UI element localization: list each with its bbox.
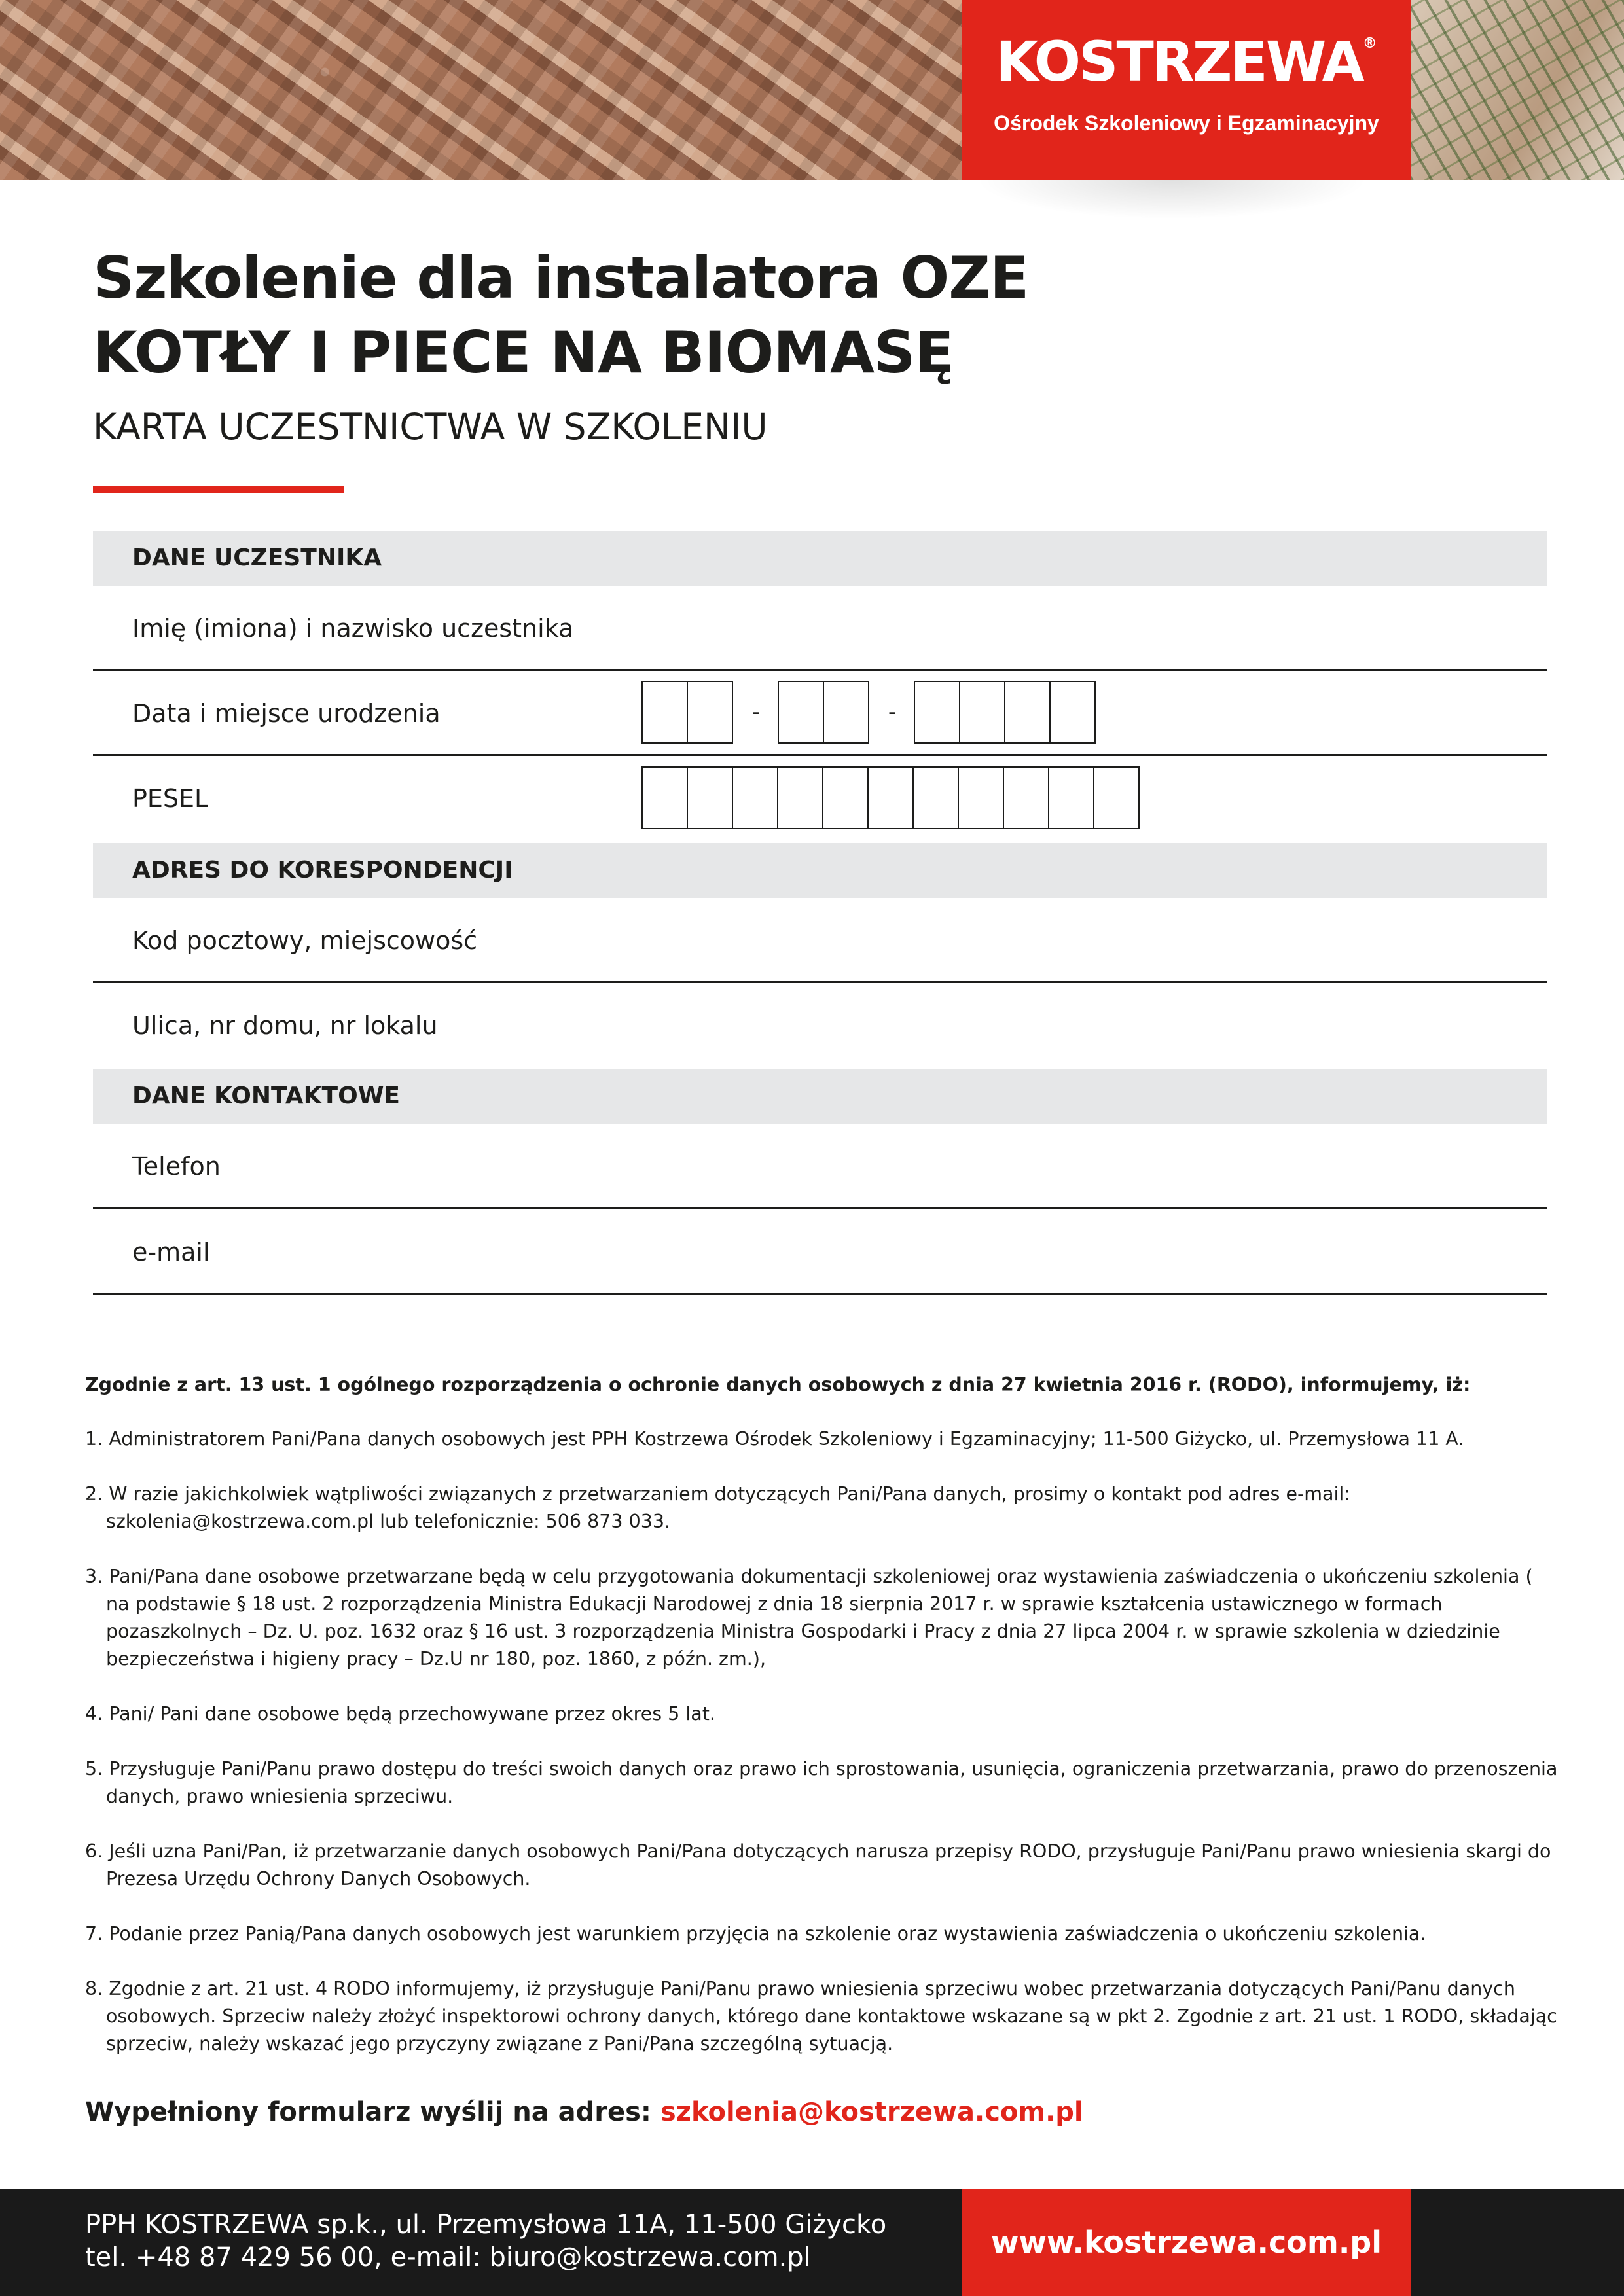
pesel-digit-box[interactable] [732, 766, 778, 829]
pesel-digit-box[interactable] [1048, 766, 1094, 829]
send-label: Wypełniony formularz wyślij na adres: [85, 2097, 651, 2127]
section-participant-heading: DANE UCZESTNIKA [132, 545, 382, 571]
section-participant [93, 531, 1547, 586]
email-field-row[interactable] [93, 1210, 1547, 1295]
street-field-row[interactable] [93, 983, 1547, 1068]
rodo-item: 8. Zgodnie z art. 21 ust. 4 RODO informujemy, iż przysługuje Pani/Panu prawo wniesienia sprzeciwu wobec przetwarzania dotyczących Pani/Panu danych osobowych. Sprzeciw należy złożyć inspektorowi ochrony danych, którego dane kontaktowe wskazane są w pkt 2. Zgodnie z art. 21 ust. 1 RODO, składając sprzeciw, należy wskazać jego przyczyny związane z Pani/Pana szczególną sytuacją. [85, 1978, 1557, 2054]
rodo-item: 5. Przysługuje Pani/Panu prawo dostępu do treści swoich danych oraz prawo ich sprostowania, usunięcia, ograniczenia przetwarzania, prawo do przenoszenia danych, prawo wniesienia sprzeciwu. [85, 1758, 1558, 1807]
title-line-2: KOTŁY I PIECE NA BIOMASĘ [93, 319, 954, 386]
brand-text: KOSTRZEWA [996, 29, 1363, 94]
date-separator: - [888, 699, 897, 725]
postal-field-label: Kod pocztowy, miejscowość [132, 926, 478, 955]
rodo-intro: Zgodnie z art. 13 ust. 1 ogólnego rozporządzenia o ochronie danych osobowych z dnia 27 kwietnia 2016 r. (RODO), informujemy, iż: [85, 1374, 1471, 1395]
pesel-field-label: PESEL [132, 784, 209, 813]
date-month-box[interactable] [823, 681, 869, 744]
brand-subtitle: Ośrodek Szkoleniowy i Egzaminacyjny [994, 111, 1379, 135]
pesel-digit-box[interactable] [641, 766, 688, 829]
birth-field-row[interactable] [93, 671, 1547, 756]
date-year-box[interactable] [959, 681, 1005, 744]
logo [962, 0, 1411, 180]
section-address-heading: ADRES DO KORESPONDENCJI [132, 857, 513, 884]
rodo-item: 1. Administratorem Pani/Pana danych osobowych jest PPH Kostrzewa Ośrodek Szkoleniowy i Egzaminacyjny; 11-500 Giżycko, ul. Przemysłowa 11 A. [85, 1428, 1464, 1450]
email-field-label: e-mail [132, 1238, 210, 1266]
registered-mark: ® [1362, 35, 1377, 52]
pesel-digit-box[interactable] [687, 766, 733, 829]
title-line-1: Szkolenie dla instalatora OZE [93, 244, 1029, 312]
section-address [93, 843, 1547, 898]
page-subtitle: KARTA UCZESTNICTWA W SZKOLENIU [93, 406, 768, 448]
pesel-digit-box[interactable] [1093, 766, 1140, 829]
birth-field-label: Data i miejsce urodzenia [132, 699, 441, 728]
pesel-digit-box[interactable] [958, 766, 1004, 829]
pesel-digit-box[interactable] [1003, 766, 1049, 829]
banner-shadow [975, 180, 1368, 219]
footer [0, 2189, 1624, 2296]
send-instructions [85, 2094, 1083, 2130]
date-year-box[interactable] [1004, 681, 1051, 744]
pesel-digit-box[interactable] [777, 766, 823, 829]
date-day-box[interactable] [641, 681, 688, 744]
send-email-link[interactable]: szkolenia@kostrzewa.com.pl [660, 2097, 1083, 2127]
footer-website-link[interactable]: www.kostrzewa.com.pl [962, 2189, 1411, 2296]
rodo-clause [85, 1371, 1558, 2085]
birth-date-boxes[interactable] [641, 681, 1096, 744]
date-separator: - [751, 699, 761, 725]
red-divider [93, 486, 344, 493]
rodo-item: 7. Podanie przez Panią/Pana danych osobowych jest warunkiem przyjęcia na szkolenie oraz wystawienia zaświadczenia o ukończeniu szkolenia. [85, 1923, 1426, 1945]
pine-branch-photo [1411, 0, 1624, 180]
pesel-boxes[interactable] [641, 766, 1140, 829]
name-field-row[interactable] [93, 586, 1547, 671]
date-day-box[interactable] [687, 681, 733, 744]
street-field-label: Ulica, nr domu, nr lokalu [132, 1011, 438, 1040]
pesel-digit-box[interactable] [912, 766, 959, 829]
header-banner [0, 0, 1624, 180]
brand-name [962, 29, 1411, 94]
phone-field-label: Telefon [132, 1152, 221, 1181]
date-month-box[interactable] [778, 681, 824, 744]
name-field-label: Imię (imiona) i nazwisko uczestnika [132, 614, 574, 643]
page-title [93, 241, 1028, 390]
rodo-item: 6. Jeśli uzna Pani/Pan, iż przetwarzanie danych osobowych Pani/Pana dotyczących narusza przepisy RODO, przysługuje Pani/Panu prawo wniesienia skargi do Prezesa Urzędu Ochrony Danych Osobowych. [85, 1840, 1551, 1890]
section-contact [93, 1069, 1547, 1124]
date-year-box[interactable] [914, 681, 960, 744]
pellets-photo [0, 0, 962, 180]
footer-address-line-1: PPH KOSTRZEWA sp.k., ul. Przemysłowa 11A, 11-500 Giżycko [85, 2210, 887, 2240]
rodo-item: 2. W razie jakichkolwiek wątpliwości związanych z przetwarzaniem dotyczących Pani/Pana danych, prosimy o kontakt pod adres e-mail: szkolenia@kostrzewa.com.pl lub telefonicznie: 506 873 033. [85, 1483, 1350, 1532]
pesel-digit-box[interactable] [867, 766, 914, 829]
pesel-digit-box[interactable] [822, 766, 869, 829]
pesel-field-row[interactable] [93, 756, 1547, 841]
rodo-item: 4. Pani/ Pani dane osobowe będą przechowywane przez okres 5 lat. [85, 1703, 715, 1725]
rodo-item: 3. Pani/Pana dane osobowe przetwarzane będą w celu przygotowania dokumentacji szkoleniowej oraz wystawienia zaświadczenia o ukończeniu szkolenia ( na podstawie § 18 ust. 2 rozporządzenia Ministra Edukacji Narodowej z dnia 18 sierpnia 2017 r. w sprawie kształcenia ustawicznego w formach pozaszkolnych – Dz. U. poz. 1632 oraz § 16 ust. 3 rozporządzenia Ministra Gospodarki i Pracy z dnia 27 lipca 2004 r. w sprawie szkolenia w dziedzinie bezpieczeństwa i higieny pracy – Dz.U nr 180, poz. 1860, z późn. zm.), [85, 1566, 1533, 1670]
footer-address-line-2: tel. +48 87 429 56 00, e-mail: biuro@kostrzewa.com.pl [85, 2242, 811, 2272]
date-year-box[interactable] [1049, 681, 1096, 744]
footer-address [85, 2208, 886, 2274]
postal-field-row[interactable] [93, 898, 1547, 983]
phone-field-row[interactable] [93, 1124, 1547, 1209]
section-contact-heading: DANE KONTAKTOWE [132, 1083, 400, 1109]
